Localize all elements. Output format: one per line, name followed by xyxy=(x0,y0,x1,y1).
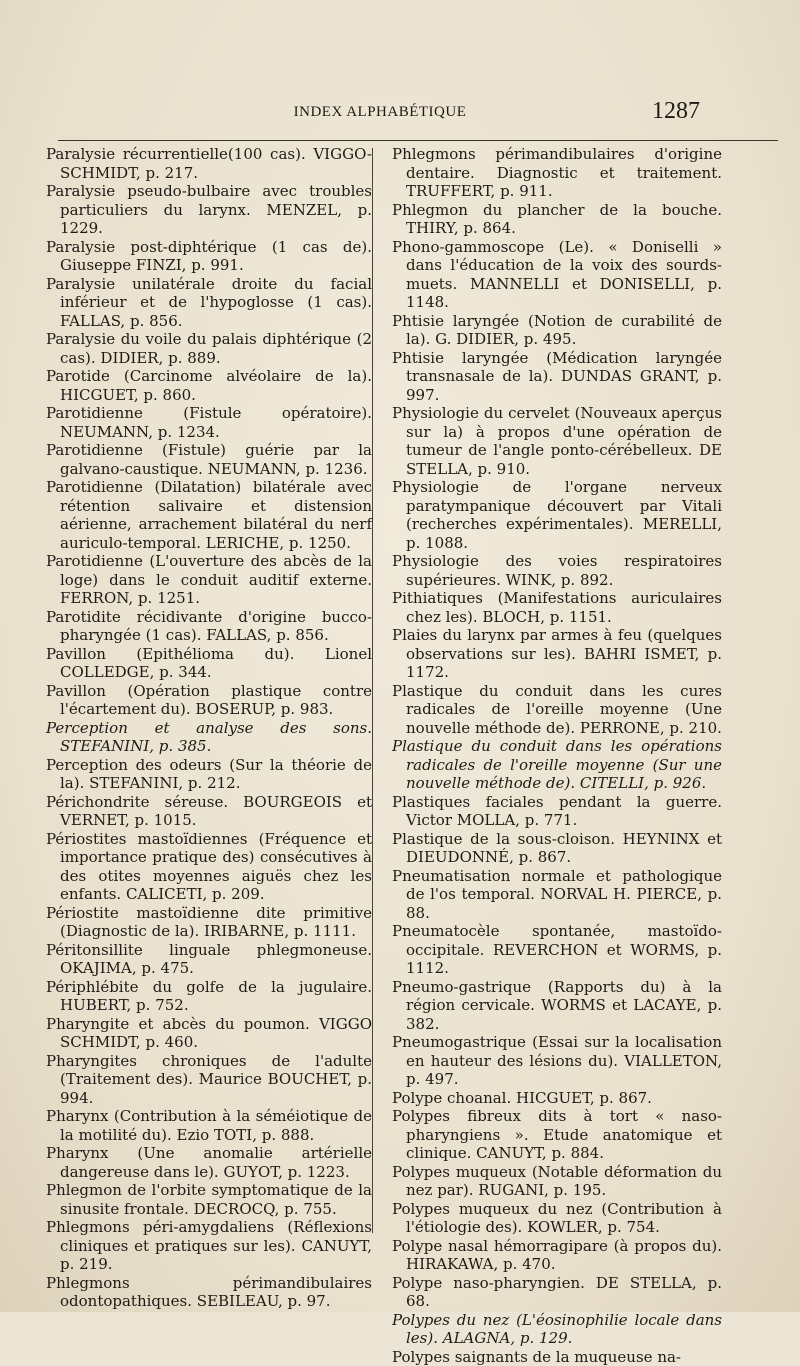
index-entry: Plastique de la sous-cloison. HEYNINX et DIEUDONNÉ, p. 867. xyxy=(392,830,722,867)
left-column xyxy=(46,145,372,1311)
index-entry: Phono-gammoscope (Le). « Doniselli » dans l'éducation de la voix des sourds-muets. MANNELLI et DONISELLI, p. 1148. xyxy=(392,238,722,312)
index-entry: Polype naso-pharyngien. DE STELLA, p. 68. xyxy=(392,1274,722,1311)
index-entry: Pharynx (Contribution à la séméiotique de la motilité du). Ezio TOTI, p. 888. xyxy=(46,1107,372,1144)
index-entry: Paralysie post-diphtérique (1 cas de). Giuseppe FINZI, p. 991. xyxy=(46,238,372,275)
index-entry: Pharyngites chroniques de l'adulte (Traitement des). Maurice BOUCHET, p. 994. xyxy=(46,1052,372,1108)
index-entry: Péritonsillite linguale phlegmoneuse. OKAJIMA, p. 475. xyxy=(46,941,372,978)
index-entry: Paralysie pseudo-bulbaire avec troubles particuliers du larynx. MENZEL, p. 1229. xyxy=(46,182,372,238)
index-entry: Pneumogastrique (Essai sur la localisation en hauteur des lésions du). VIALLETON, p. 497. xyxy=(392,1033,722,1089)
index-entry: Phtisie laryngée (Notion de curabilité de la). G. DIDIER, p. 495. xyxy=(392,312,722,349)
index-entry: Plaies du larynx par armes à feu (quelques observations sur les). BAHRI ISMET, p. 1172. xyxy=(392,626,722,682)
index-entry: Périostites mastoïdiennes (Fréquence et importance pratique des) consécutives à des otites moyennes aiguës chez les enfants. CALICETI, p. 209. xyxy=(46,830,372,904)
index-entry: Périchondrite séreuse. BOURGEOIS et VERNET, p. 1015. xyxy=(46,793,372,830)
index-entry: Pneumatisation normale et pathologique de l'os temporal. NORVAL H. PIERCE, p. 88. xyxy=(392,867,722,923)
index-entry: Parotidienne (L'ouverture des abcès de la loge) dans le conduit auditif externe. FERRON, p. 1251. xyxy=(46,552,372,608)
index-entry: Paralysie du voile du palais diphtérique (2 cas). DIDIER, p. 889. xyxy=(46,330,372,367)
column-divider xyxy=(372,148,373,1233)
index-entry: Plastique du conduit dans les cures radicales de l'oreille moyenne (Une nouvelle méthode de). PERRONE, p. 210. xyxy=(392,682,722,738)
index-entry: Polypes muqueux (Notable déformation du nez par). RUGANI, p. 195. xyxy=(392,1163,722,1200)
index-entry: Pithiatiques (Manifestations auriculaires chez les). BLOCH, p. 1151. xyxy=(392,589,722,626)
index-entry: Polypes saignants de la muqueuse na- xyxy=(392,1348,722,1366)
page-header xyxy=(60,100,700,132)
index-entry: Périostite mastoïdienne dite primitive (Diagnostic de la). IRIBARNE, p. 1111. xyxy=(46,904,372,941)
index-entry: Pharynx (Une anomalie artérielle dangereuse dans le). GUYOT, p. 1223. xyxy=(46,1144,372,1181)
index-entry: Paralysie unilatérale droite du facial inférieur et de l'hypoglosse (1 cas). FALLAS, p. 856. xyxy=(46,275,372,331)
index-entry: Physiologie du cervelet (Nouveaux aperçus sur la) à propos d'une opération de tumeur de l'angle ponto-cérébelleux. DE STELLA, p. 910. xyxy=(392,404,722,478)
index-entry: Phlegmons périmandibulaires d'origine dentaire. Diagnostic et traitement. TRUFFERT, p. 911. xyxy=(392,145,722,201)
index-entry: Polypes du nez (L'éosinophilie locale dans les). ALAGNA, p. 129. xyxy=(392,1311,722,1348)
header-rule xyxy=(58,140,778,141)
index-entry: Pneumo-gastrique (Rapports du) à la région cervicale. WORMS et LACAYE, p. 382. xyxy=(392,978,722,1034)
right-column xyxy=(392,145,722,1366)
index-entry: Parotidienne (Dilatation) bilatérale avec rétention salivaire et distension aérienne, arrachement bilatéral du nerf auriculo-temporal. LERICHE, p. 1250. xyxy=(46,478,372,552)
index-entry: Perception et analyse des sons. STEFANINI, p. 385. xyxy=(46,719,372,756)
index-entry: Polype choanal. HICGUET, p. 867. xyxy=(392,1089,722,1108)
index-entry: Parotidite récidivante d'origine bucco-pharyngée (1 cas). FALLAS, p. 856. xyxy=(46,608,372,645)
index-entry: Physiologie des voies respiratoires supérieures. WINK, p. 892. xyxy=(392,552,722,589)
index-entry: Parotidienne (Fistule) guérie par la galvano-caustique. NEUMANN, p. 1236. xyxy=(46,441,372,478)
index-entry: Périphlébite du golfe de la jugulaire. HUBERT, p. 752. xyxy=(46,978,372,1015)
index-entry: Phlegmon de l'orbite symptomatique de la sinusite frontale. DECROCQ, p. 755. xyxy=(46,1181,372,1218)
index-entry: Physiologie de l'organe nerveux paratympanique découvert par Vitali (recherches expérimentales). MERELLI, p. 1088. xyxy=(392,478,722,552)
index-entry: Phlegmon du plancher de la bouche. THIRY, p. 864. xyxy=(392,201,722,238)
index-entry: Paralysie récurrentielle(100 cas). VIGGO-SCHMIDT, p. 217. xyxy=(46,145,372,182)
page-number: 1287 xyxy=(652,98,700,125)
index-entry: Perception des odeurs (Sur la théorie de la). STEFANINI, p. 212. xyxy=(46,756,372,793)
index-entry: Pavillon (Opération plastique contre l'écartement du). BOSERUP, p. 983. xyxy=(46,682,372,719)
index-entry: Parotide (Carcinome alvéolaire de la). HICGUET, p. 860. xyxy=(46,367,372,404)
index-entry: Polype nasal hémorragipare (à propos du). HIRAKAWA, p. 470. xyxy=(392,1237,722,1274)
index-entry: Phlegmons périmandibulaires odontopathiques. SEBILEAU, p. 97. xyxy=(46,1274,372,1311)
index-entry: Phtisie laryngée (Médication laryngée transnasale de la). DUNDAS GRANT, p. 997. xyxy=(392,349,722,405)
running-title: INDEX ALPHABÉTIQUE xyxy=(60,104,700,121)
index-entry: Polypes fibreux dits à tort « naso-pharyngiens ». Etude anatomique et clinique. CANUYT, p. 884. xyxy=(392,1107,722,1163)
index-entry: Pharyngite et abcès du poumon. VIGGO SCHMIDT, p. 460. xyxy=(46,1015,372,1052)
index-entry: Plastiques faciales pendant la guerre. Victor MOLLA, p. 771. xyxy=(392,793,722,830)
index-entry: Parotidienne (Fistule opératoire). NEUMANN, p. 1234. xyxy=(46,404,372,441)
index-entry: Pavillon (Epithélioma du). Lionel COLLEDGE, p. 344. xyxy=(46,645,372,682)
index-entry: Phlegmons péri-amygdaliens (Réflexions cliniques et pratiques sur les). CANUYT, p. 219. xyxy=(46,1218,372,1274)
index-entry: Plastique du conduit dans les opérations radicales de l'oreille moyenne (Sur une nouvelle méthode de). CITELLI, p. 926. xyxy=(392,737,722,793)
index-entry: Polypes muqueux du nez (Contribution à l'étiologie des). KOWLER, p. 754. xyxy=(392,1200,722,1237)
index-entry: Pneumatocèle spontanée, mastoïdo-occipitale. REVERCHON et WORMS, p. 1112. xyxy=(392,922,722,978)
